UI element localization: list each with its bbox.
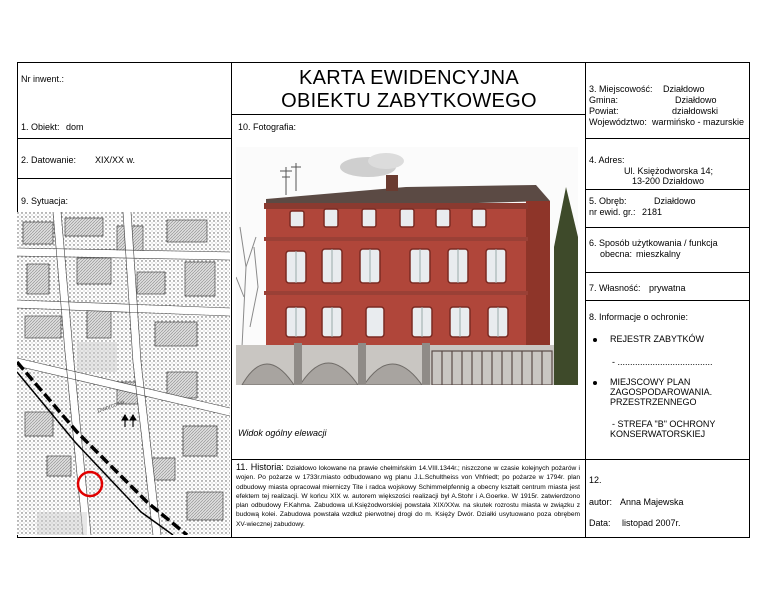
gmina-value: Działdowo (675, 95, 717, 105)
left-row-line-2 (17, 178, 232, 179)
protection-plan-line1: MIEJSCOWY PLAN (610, 377, 691, 387)
right-row-line-3 (585, 227, 750, 228)
protection-bullet-1 (593, 338, 597, 342)
protection-plan-line3: PRZESTRZENNEGO (610, 397, 697, 407)
powiat-label: Powiat: (589, 106, 619, 116)
dating-value: XIX/XX w. (95, 155, 136, 165)
building-illustration (236, 147, 578, 385)
object-label (21, 122, 84, 132)
protection-bullet-2 (593, 381, 597, 385)
history-label: 11. Historia: (236, 462, 284, 472)
gmina-label: Gmina: (589, 95, 619, 105)
map-drawing (17, 212, 230, 535)
town-value: Działdowo (663, 84, 705, 94)
history-section (236, 463, 580, 529)
dating-label: 2. Datowanie: (21, 155, 77, 165)
right-row-line-4 (585, 272, 750, 273)
usage-current-label: obecna: (600, 249, 633, 259)
photo-caption: Widok ogólny elewacji (238, 428, 327, 438)
situation-label: 9. Sytuacja: (21, 196, 69, 206)
left-row-line-1 (17, 138, 232, 139)
history-text: Działdowo lokowane na prawie chełmińskim 14.VIII.1344r.; niszczone w czasie kolejnych pożarów i wojen. Po pożarze w 1733r.miasto odbudowano wg planu J.L.Schultheiss von Vhfriedt; po pożarze w 1794r. plan odbudowy miasta opracował mierniczy Tite i radca wojskowy Schimmelpfennig a obecny kształt centrum miasta jest efektem tej realizacji. W końcu XIX w. autorem większości realizacji był A.Stohr i A.Goerke. W 1915r. zatwierdzono plan odbudowy F.Kahma. Zabudowa ul.Księżodworskiej powstała XIX/XXw. na skutek rozrostu miasta w związku z budową kolei. Zabudowa powstała wzdłuż pierwotnej drogi do m. Księży Dwór. Działki usytuowano poza obrębem XV-wiecznej zabudowy. (236, 465, 580, 528)
plot-number-label: nr ewid. gr.: (589, 207, 636, 217)
voivodeship-label: Województwo: (589, 117, 647, 127)
protection-label: 8. Informacje o ochronie: (589, 312, 689, 322)
map-street-label: Dworcowa (96, 399, 126, 415)
protection-zone-line2: KONSERWATORSKIEJ (610, 429, 706, 439)
box12-label: 12. (589, 475, 602, 485)
object-value: dom (66, 122, 84, 132)
frame-top (17, 62, 750, 63)
protection-item-register-sub: - ...................................... (612, 357, 713, 367)
building-photo (236, 147, 578, 385)
right-row-line-6 (585, 459, 750, 460)
protection-zone-line1: - STREFA "B" OCHRONY (612, 419, 716, 429)
address-label: 4. Adres: (589, 155, 625, 165)
powiat-value: działdowski (672, 106, 719, 116)
address-line1: Ul. Księżodworska 14; (624, 166, 714, 176)
author-label: autor: (589, 497, 613, 507)
plot-number-value: 2181 (642, 207, 663, 217)
author-value: Anna Majewska (620, 497, 684, 507)
photo-label: 10. Fotografia: (238, 122, 297, 132)
date-value: listopad 2007r. (622, 518, 681, 528)
protection-item-register: REJESTR ZABYTKÓW (610, 334, 705, 344)
address-line2: 13-200 Działdowo (632, 176, 705, 186)
card-title-line2: OBIEKTU ZABYTKOWEGO (281, 90, 537, 112)
card-title-line1: KARTA EWIDENCYJNA (299, 67, 519, 89)
precinct-value: Działdowo (654, 196, 696, 206)
usage-current-value: mieszkalny (636, 249, 681, 259)
ownership-value: prywatna (649, 283, 686, 293)
ownership-label: 7. Własność: (589, 283, 641, 293)
history-row-line (231, 459, 586, 460)
town-label: 3. Miejscowość: (589, 84, 653, 94)
frame-bottom (17, 537, 750, 538)
usage-label: 6. Sposób użytkowania / funkcja (589, 238, 718, 248)
title-row-line (231, 114, 586, 115)
col-divider-1 (231, 62, 232, 538)
right-row-line-1 (585, 138, 750, 139)
object-label-text: 1. Obiekt: (21, 122, 60, 132)
protection-plan-line2: ZAGOSPODAROWANIA. (610, 387, 713, 397)
precinct-label: 5. Obręb: (589, 196, 627, 206)
date-label: Data: (589, 518, 611, 528)
right-row-line-2 (585, 189, 750, 190)
voivodeship-value: warmińsko - mazurskie (652, 117, 745, 127)
right-row-line-5 (585, 300, 750, 301)
inventory-label: Nr inwent.: (21, 74, 65, 84)
situation-map (17, 212, 230, 535)
